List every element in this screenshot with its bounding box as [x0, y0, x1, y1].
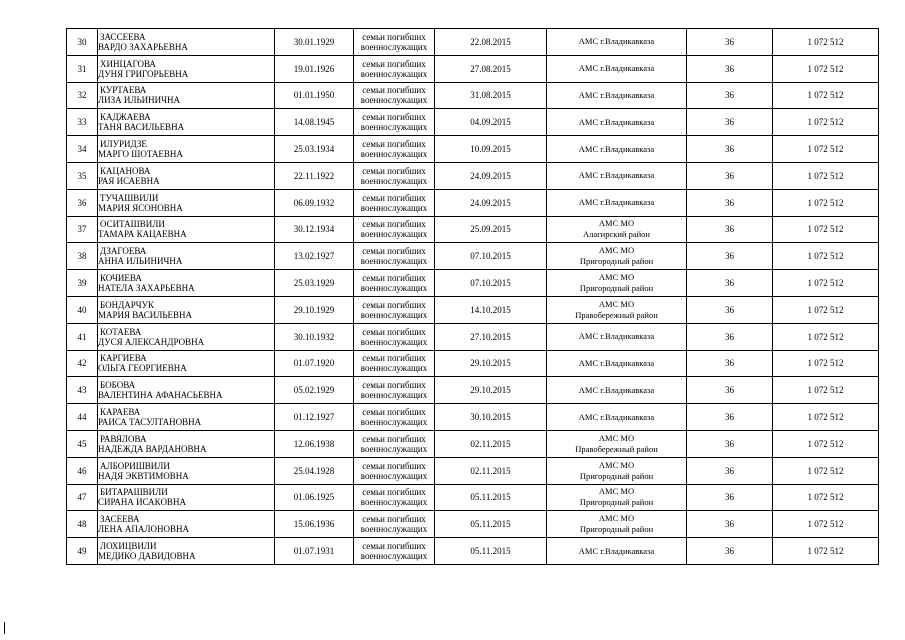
category-line-2: военнослужащих	[360, 256, 428, 267]
amount-value: 1 072 512	[773, 350, 879, 377]
category	[354, 404, 435, 431]
person-name	[98, 430, 275, 457]
category	[354, 457, 435, 484]
authority-line-1: АМС г.Владикавказа	[578, 197, 655, 208]
table-row	[67, 55, 879, 82]
category-line-2: военнослужащих	[360, 443, 428, 454]
category-line-1: семьи погибших	[362, 139, 426, 150]
category-line-1: семьи погибших	[362, 192, 426, 203]
amount-value: 1 072 512	[773, 511, 879, 538]
category-line-1: семьи погибших	[362, 58, 426, 69]
authority-line-1: АМС МО	[598, 513, 635, 524]
area-value: 36	[687, 404, 773, 431]
given-names: МЕДИКО ДАВИДОВНА	[98, 551, 196, 562]
authority-line-2: Пригородный район	[579, 470, 654, 481]
category-line-2: военнослужащих	[360, 363, 428, 374]
registration-date: 24.09.2015	[435, 189, 547, 216]
area-value: 36	[687, 55, 773, 82]
category-line-2: военнослужащих	[360, 470, 428, 481]
row-number: 37	[67, 216, 98, 243]
row-number: 42	[67, 350, 98, 377]
authority-line-1: АМС г.Владикавказа	[578, 36, 655, 47]
row-number: 35	[67, 162, 98, 189]
amount-value: 1 072 512	[773, 296, 879, 323]
category-line-2: военнослужащих	[360, 524, 428, 535]
category	[354, 511, 435, 538]
authority-line-1: АМС МО	[598, 272, 635, 283]
authority-line-1: АМС г.Владикавказа	[578, 357, 655, 368]
authority	[547, 296, 687, 323]
person-name	[98, 189, 275, 216]
authority-line-2: Правобережный район	[575, 443, 658, 454]
authority-line-1: АМС МО	[598, 245, 635, 256]
row-number: 43	[67, 377, 98, 404]
registration-date: 22.08.2015	[435, 29, 547, 56]
registration-date: 07.10.2015	[435, 270, 547, 297]
category-line-1: семьи погибших	[362, 31, 426, 42]
area-value: 36	[687, 29, 773, 56]
birth-date: 30.12.1934	[275, 216, 354, 243]
table-row	[67, 29, 879, 56]
amount-value: 1 072 512	[773, 216, 879, 243]
given-names: ЛИЗА ИЛЬИНИЧНА	[98, 95, 180, 106]
category	[354, 82, 435, 109]
authority-line-1: АМС г.Владикавказа	[578, 63, 655, 74]
authority-line-2: Пригородный район	[579, 497, 654, 508]
category-line-1: семьи погибших	[362, 299, 426, 310]
person-name	[98, 109, 275, 136]
row-number: 38	[67, 243, 98, 270]
category	[354, 430, 435, 457]
person-name	[98, 243, 275, 270]
area-value: 36	[687, 243, 773, 270]
row-number: 44	[67, 404, 98, 431]
table-row	[67, 377, 879, 404]
person-name	[98, 136, 275, 163]
category-line-1: семьи погибших	[362, 326, 426, 337]
surname: ХИНЦАГОВА	[100, 58, 156, 69]
authority-line-1: АМС г.Владикавказа	[578, 89, 655, 100]
table-row	[67, 243, 879, 270]
category-line-2: военнослужащих	[360, 309, 428, 320]
birth-date: 06.09.1932	[275, 189, 354, 216]
given-names: ОЛЬГА ГЕОРГИЕВНА	[98, 363, 187, 374]
given-names: МАРИЯ ВАСИЛЬЕВНА	[98, 309, 193, 320]
category-line-2: военнослужащих	[360, 149, 428, 160]
amount-value: 1 072 512	[773, 243, 879, 270]
area-value: 36	[687, 82, 773, 109]
authority-line-1: АМС МО	[598, 432, 635, 443]
row-number: 33	[67, 109, 98, 136]
table-row	[67, 109, 879, 136]
surname: КОЧИЕВА	[100, 273, 142, 284]
registration-date: 27.10.2015	[435, 323, 547, 350]
amount-value: 1 072 512	[773, 377, 879, 404]
area-value: 36	[687, 350, 773, 377]
category	[354, 323, 435, 350]
authority	[547, 189, 687, 216]
authority-line-1: АМС г.Владикавказа	[578, 116, 655, 127]
birth-date: 14.08.1945	[275, 109, 354, 136]
surname: ДЗАГОЕВА	[100, 246, 147, 257]
category-line-2: военнослужащих	[360, 551, 428, 562]
area-value: 36	[687, 484, 773, 511]
surname: КАРАЕВА	[100, 407, 141, 418]
area-value: 36	[687, 511, 773, 538]
category-line-2: военнослужащих	[360, 202, 428, 213]
category-line-1: семьи погибших	[362, 165, 426, 176]
category	[354, 216, 435, 243]
surname: РАВЯЛОВА	[100, 433, 147, 444]
category	[354, 377, 435, 404]
registration-date: 10.09.2015	[435, 136, 547, 163]
category	[354, 484, 435, 511]
area-value: 36	[687, 457, 773, 484]
table-row	[67, 430, 879, 457]
authority	[547, 323, 687, 350]
birth-date: 25.04.1928	[275, 457, 354, 484]
row-number: 31	[67, 55, 98, 82]
given-names: ВАЛЕНТИНА АФАНАСЬЕВНА	[98, 390, 223, 401]
category	[354, 55, 435, 82]
table-row	[67, 189, 879, 216]
registration-date: 05.11.2015	[435, 511, 547, 538]
area-value: 36	[687, 323, 773, 350]
registration-date: 31.08.2015	[435, 82, 547, 109]
amount-value: 1 072 512	[773, 323, 879, 350]
surname: ОСИТАШВИЛИ	[100, 219, 165, 230]
person-name	[98, 323, 275, 350]
table-row	[67, 538, 879, 565]
authority	[547, 457, 687, 484]
amount-value: 1 072 512	[773, 109, 879, 136]
row-number: 48	[67, 511, 98, 538]
category-line-1: семьи погибших	[362, 541, 426, 552]
category-line-2: военнослужащих	[360, 122, 428, 133]
authority-line-1: АМС г.Владикавказа	[578, 331, 655, 342]
authority	[547, 350, 687, 377]
birth-date: 15.06.1936	[275, 511, 354, 538]
table-row	[67, 323, 879, 350]
surname: БИТАРАШВИЛИ	[100, 487, 168, 498]
row-number: 47	[67, 484, 98, 511]
page-edge-mark	[4, 622, 5, 634]
table-row	[67, 511, 879, 538]
birth-date: 25.03.1929	[275, 270, 354, 297]
category-line-1: семьи погибших	[362, 112, 426, 123]
surname: БОНДАРЧУК	[100, 299, 154, 310]
registration-date: 05.11.2015	[435, 538, 547, 565]
registration-date: 24.09.2015	[435, 162, 547, 189]
category-line-1: семьи погибших	[362, 433, 426, 444]
registration-date: 02.11.2015	[435, 457, 547, 484]
authority-line-2: Пригородный район	[579, 524, 654, 535]
amount-value: 1 072 512	[773, 404, 879, 431]
area-value: 36	[687, 136, 773, 163]
authority-line-1: АМС г.Владикавказа	[578, 143, 655, 154]
registration-date: 29.10.2015	[435, 377, 547, 404]
given-names: НАДЯ ЭКВТИМОВНА	[98, 470, 189, 481]
person-name	[98, 484, 275, 511]
authority	[547, 82, 687, 109]
birth-date: 01.06.1925	[275, 484, 354, 511]
authority-line-1: АМС г.Владикавказа	[578, 384, 655, 395]
person-name	[98, 296, 275, 323]
category-line-1: семьи погибших	[362, 407, 426, 418]
authority	[547, 162, 687, 189]
authority	[547, 270, 687, 297]
amount-value: 1 072 512	[773, 29, 879, 56]
given-names: СИРАНА ИСАКОВНА	[98, 497, 186, 508]
person-name	[98, 216, 275, 243]
birth-date: 12.06.1938	[275, 430, 354, 457]
category-line-1: семьи погибших	[362, 85, 426, 96]
table-row	[67, 350, 879, 377]
birth-date: 01.07.1931	[275, 538, 354, 565]
surname: КАРГИЕВА	[100, 353, 147, 364]
category-line-2: военнослужащих	[360, 283, 428, 294]
table-row	[67, 404, 879, 431]
authority-line-1: АМС МО	[598, 298, 635, 309]
category-line-2: военнослужащих	[360, 336, 428, 347]
amount-value: 1 072 512	[773, 538, 879, 565]
registration-date: 05.11.2015	[435, 484, 547, 511]
amount-value: 1 072 512	[773, 430, 879, 457]
register-table	[66, 28, 879, 565]
surname: ТУЧАШВИЛИ	[100, 192, 159, 203]
category-line-1: семьи погибших	[362, 487, 426, 498]
authority	[547, 511, 687, 538]
amount-value: 1 072 512	[773, 189, 879, 216]
table-row	[67, 162, 879, 189]
person-name	[98, 162, 275, 189]
given-names: ВАРДО ЗАХАРЬЕВНА	[98, 41, 188, 52]
table-row	[67, 457, 879, 484]
table-row	[67, 216, 879, 243]
category-line-1: семьи погибших	[362, 353, 426, 364]
category-line-1: семьи погибших	[362, 273, 426, 284]
given-names: ТАНЯ ВАСИЛЬЕВНА	[98, 122, 185, 133]
category	[354, 538, 435, 565]
person-name	[98, 511, 275, 538]
category-line-2: военнослужащих	[360, 41, 428, 52]
area-value: 36	[687, 538, 773, 565]
authority-line-1: АМС г.Владикавказа	[578, 170, 655, 181]
amount-value: 1 072 512	[773, 484, 879, 511]
person-name	[98, 270, 275, 297]
amount-value: 1 072 512	[773, 82, 879, 109]
given-names: ЛЕНА АПАЛОНОВНА	[98, 524, 189, 535]
authority-line-1: АМС МО	[598, 218, 635, 229]
birth-date: 01.12.1927	[275, 404, 354, 431]
authority	[547, 243, 687, 270]
amount-value: 1 072 512	[773, 162, 879, 189]
given-names: АННА ИЛЬИНИЧНА	[98, 256, 183, 267]
category-line-1: семьи погибших	[362, 380, 426, 391]
category	[354, 162, 435, 189]
category-line-1: семьи погибших	[362, 219, 426, 230]
authority-line-2: Пригородный район	[579, 283, 654, 294]
category-line-1: семьи погибших	[362, 460, 426, 471]
authority-line-1: АМС МО	[598, 459, 635, 470]
authority	[547, 136, 687, 163]
person-name	[98, 350, 275, 377]
person-name	[98, 457, 275, 484]
category	[354, 189, 435, 216]
category	[354, 136, 435, 163]
surname: АЛБОРИШВИЛИ	[100, 460, 170, 471]
row-number: 40	[67, 296, 98, 323]
birth-date: 30.01.1929	[275, 29, 354, 56]
registration-date: 07.10.2015	[435, 243, 547, 270]
area-value: 36	[687, 109, 773, 136]
table-row	[67, 296, 879, 323]
birth-date: 29.10.1929	[275, 296, 354, 323]
category-line-2: военнослужащих	[360, 497, 428, 508]
birth-date: 13.02.1927	[275, 243, 354, 270]
area-value: 36	[687, 377, 773, 404]
category-line-1: семьи погибших	[362, 246, 426, 257]
birth-date: 25.03.1934	[275, 136, 354, 163]
authority-line-2: Пригородный район	[579, 256, 654, 267]
category-line-2: военнослужащих	[360, 95, 428, 106]
person-name	[98, 82, 275, 109]
person-name	[98, 538, 275, 565]
authority-line-1: АМС г.Владикавказа	[578, 545, 655, 556]
given-names: ДУСЯ АЛЕКСАНДРОВНА	[98, 336, 205, 347]
birth-date: 05.02.1929	[275, 377, 354, 404]
registration-date: 04.09.2015	[435, 109, 547, 136]
surname: ЛОХИЦВИЛИ	[100, 541, 157, 552]
amount-value: 1 072 512	[773, 457, 879, 484]
person-name	[98, 29, 275, 56]
amount-value: 1 072 512	[773, 270, 879, 297]
registration-date: 14.10.2015	[435, 296, 547, 323]
row-number: 32	[67, 82, 98, 109]
row-number: 39	[67, 270, 98, 297]
registration-date: 25.09.2015	[435, 216, 547, 243]
authority-line-2: Правобережный район	[575, 309, 658, 320]
category-line-2: военнослужащих	[360, 175, 428, 186]
authority-line-1: АМС МО	[598, 486, 635, 497]
table-row	[67, 484, 879, 511]
birth-date: 19.01.1926	[275, 55, 354, 82]
surname: КУРТАЕВА	[100, 85, 147, 96]
surname: КАДЖАЕВА	[100, 112, 151, 123]
surname: КОТАЕВА	[100, 326, 142, 337]
given-names: РАЯ ИСАЕВНА	[98, 175, 160, 186]
registration-date: 02.11.2015	[435, 430, 547, 457]
authority	[547, 55, 687, 82]
area-value: 36	[687, 296, 773, 323]
authority-line-2: Алагирский район	[583, 229, 650, 240]
given-names: НАТЕЛА ЗАХАРЬЕВНА	[98, 283, 195, 294]
area-value: 36	[687, 189, 773, 216]
row-number: 49	[67, 538, 98, 565]
birth-date: 22.11.1922	[275, 162, 354, 189]
category-line-2: военнослужащих	[360, 229, 428, 240]
registration-date: 29.10.2015	[435, 350, 547, 377]
table-row	[67, 82, 879, 109]
row-number: 30	[67, 29, 98, 56]
registration-date: 30.10.2015	[435, 404, 547, 431]
category	[354, 296, 435, 323]
category	[354, 29, 435, 56]
area-value: 36	[687, 430, 773, 457]
authority	[547, 29, 687, 56]
amount-value: 1 072 512	[773, 136, 879, 163]
authority	[547, 216, 687, 243]
surname: КАЦАНОВА	[100, 165, 151, 176]
given-names: НАДЕЖДА ВАРДАНОВНА	[98, 443, 207, 454]
given-names: ДУНЯ ГРИГОРЬЕВНА	[98, 68, 189, 79]
category-line-1: семьи погибших	[362, 514, 426, 525]
area-value: 36	[687, 216, 773, 243]
area-value: 36	[687, 270, 773, 297]
category-line-2: военнослужащих	[360, 390, 428, 401]
surname: ЗАСЕЕВА	[100, 514, 140, 525]
category-line-2: военнослужащих	[360, 417, 428, 428]
category	[354, 270, 435, 297]
category	[354, 350, 435, 377]
amount-value: 1 072 512	[773, 55, 879, 82]
table-body	[67, 29, 879, 565]
authority	[547, 404, 687, 431]
birth-date: 01.07.1920	[275, 350, 354, 377]
birth-date: 01.01.1950	[275, 82, 354, 109]
person-name	[98, 55, 275, 82]
given-names: ТАМАРА КАЦАЕВНА	[98, 229, 187, 240]
authority	[547, 484, 687, 511]
area-value: 36	[687, 162, 773, 189]
given-names: МАРИЯ ЯСОНОВНА	[98, 202, 183, 213]
category	[354, 109, 435, 136]
row-number: 34	[67, 136, 98, 163]
authority	[547, 538, 687, 565]
row-number: 36	[67, 189, 98, 216]
person-name	[98, 377, 275, 404]
category-line-2: военнослужащих	[360, 68, 428, 79]
registration-date: 27.08.2015	[435, 55, 547, 82]
birth-date: 30.10.1932	[275, 323, 354, 350]
row-number: 41	[67, 323, 98, 350]
row-number: 45	[67, 430, 98, 457]
given-names: РАИСА ТАСУЛТАНОВНА	[98, 417, 202, 428]
surname: ЗАССЕЕВА	[100, 31, 146, 42]
authority	[547, 430, 687, 457]
given-names: МАРГО ШОТАЕВНА	[98, 149, 183, 160]
authority	[547, 377, 687, 404]
table-row	[67, 270, 879, 297]
authority	[547, 109, 687, 136]
table-row	[67, 136, 879, 163]
authority-line-1: АМС г.Владикавказа	[578, 411, 655, 422]
surname: ИЛУРИДЗЕ	[100, 139, 147, 150]
surname: БОБОВА	[100, 380, 136, 391]
person-name	[98, 404, 275, 431]
category	[354, 243, 435, 270]
row-number: 46	[67, 457, 98, 484]
